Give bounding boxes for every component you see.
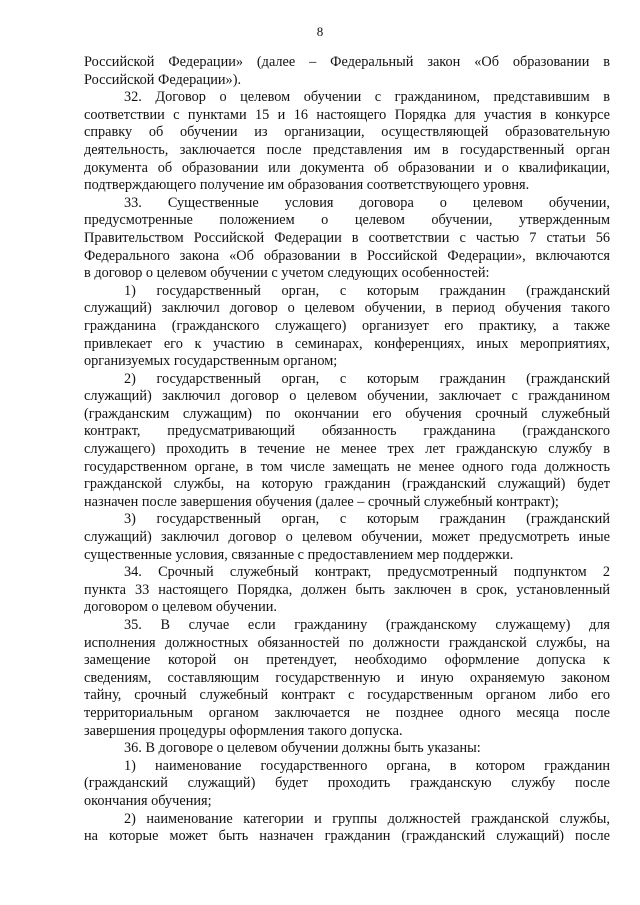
text-line: 32. Договор о целевом обучении с гражданином, представившим в [124,89,610,106]
text-line: деятельность, заключается после представления им в государственный орган [84,141,610,158]
text-line: 2) наименование категории и группы должностей гражданской службы, [124,810,610,827]
text-line: окончания обучения; [84,792,212,809]
page-number: 8 [316,24,324,39]
text-line: 35. В случае если гражданину (гражданскому служащему) для [124,617,610,633]
text-line: предусмотренные положением о целевом обучении, утвержденным [84,212,610,229]
text-line: соответствии с пунктами 15 и 16 настоящего Порядка для участия в конкурсе [84,106,610,123]
text-line: документа об образовании или документа об образовании и о квалификации, [84,159,610,176]
text-line: служащий) заключил договор о целевом обучении, заключает с гражданином [84,388,610,405]
paragraph [84,195,610,283]
text-line: сведениям, составляющим государственную и иную охраняемую законом [84,669,610,686]
paragraph [84,371,610,512]
text-line: тайну, срочный служебный контракт с государственным органом либо его [84,687,610,704]
text-line: (гражданским служащим) по окончании его обучения срочный служебный [84,405,610,422]
text-line: 3) государственный орган, с которым гражданин (гражданский [124,511,610,528]
text-line: Российской Федерации»). [84,71,242,88]
text-line: подтверждающего получение им образования соответствующего уровня. [84,177,530,194]
text-line: справку об обучении из организации, осуществляющей образовательную [84,124,610,141]
text-line: замещение которой он претендует, необходимо оформление допуска к [84,652,610,669]
document-body [84,54,610,846]
text-line: исполнения должностных обязанностей по должности гражданской службы, на [84,634,610,651]
paragraph [84,564,610,617]
text-line: гражданина (гражданского служащего) организует его практику, а также [84,317,610,334]
text-line: пункта 33 настоящего Порядка, должен быть заключен в срок, установленный [84,581,610,598]
paragraph [84,54,610,89]
paragraph [84,89,610,195]
text-line: служащего) проходить в течение не менее трех лет гражданскую службу в [84,441,610,458]
text-line: 2) государственный орган, с которым гражданин (гражданский [124,370,610,387]
text-line: 33. Существенные условия договора о целевом обучении, [124,194,610,211]
text-line: (гражданский служащий) будет проходить гражданскую службу после [84,775,610,792]
paragraph [84,758,610,811]
text-line: Федерального закона «Об образовании в Российской Федерации», включаются [84,247,610,264]
text-line: назначен после завершения обучения (далее – срочный служебный контракт); [84,493,559,510]
text-line: контракт, предусматривающий обязанность гражданина (гражданского [84,423,610,440]
paragraph [84,283,610,371]
text-line: Правительством Российской Федерации в соответствии с частью 7 статьи 56 [84,229,610,246]
paragraph [84,511,610,564]
text-line: государственном органе, в том числе замещать не менее одного года должность [84,458,610,475]
text-line: территориальным органом заключается не позднее одного месяца после [84,704,610,721]
paragraph [84,811,610,846]
text-line: служащий) заключил договор о целевом обучении, может предусмотреть иные [84,529,610,546]
text-line: 36. В договоре о целевом обучении должны быть указаны: [124,740,481,757]
text-line: 1) наименование государственного органа, в котором гражданин [124,757,610,774]
text-line: служащий) заключил договор о целевом обучении, в период обучения такого [84,300,610,317]
text-line: существенные условия, связанные с предоставлением мер поддержки. [84,546,514,563]
text-line: на которые может быть назначен гражданин (гражданский служащий) после [84,828,610,845]
paragraph [84,740,610,758]
text-line: 1) государственный орган, с которым гражданин (гражданский [124,282,610,299]
text-line: гражданской службы, на которую гражданин (гражданский служащий) будет [84,476,610,493]
text-line: организуемых государственным органом; [84,353,338,370]
text-line: договором о целевом обучении. [84,599,277,616]
text-line: Российской Федерации» (далее – Федеральный закон «Об образовании в [84,54,610,70]
text-line: в договор о целевом обучении с учетом следующих особенностей: [84,265,490,282]
text-line: завершения процедуры оформления такого допуска. [84,722,403,739]
text-line: 34. Срочный служебный контракт, предусмотренный подпунктом 2 [124,564,610,581]
text-line: привлекает его к участию в семинарах, конференциях, иных мероприятиях, [84,335,610,352]
paragraph [84,617,610,740]
